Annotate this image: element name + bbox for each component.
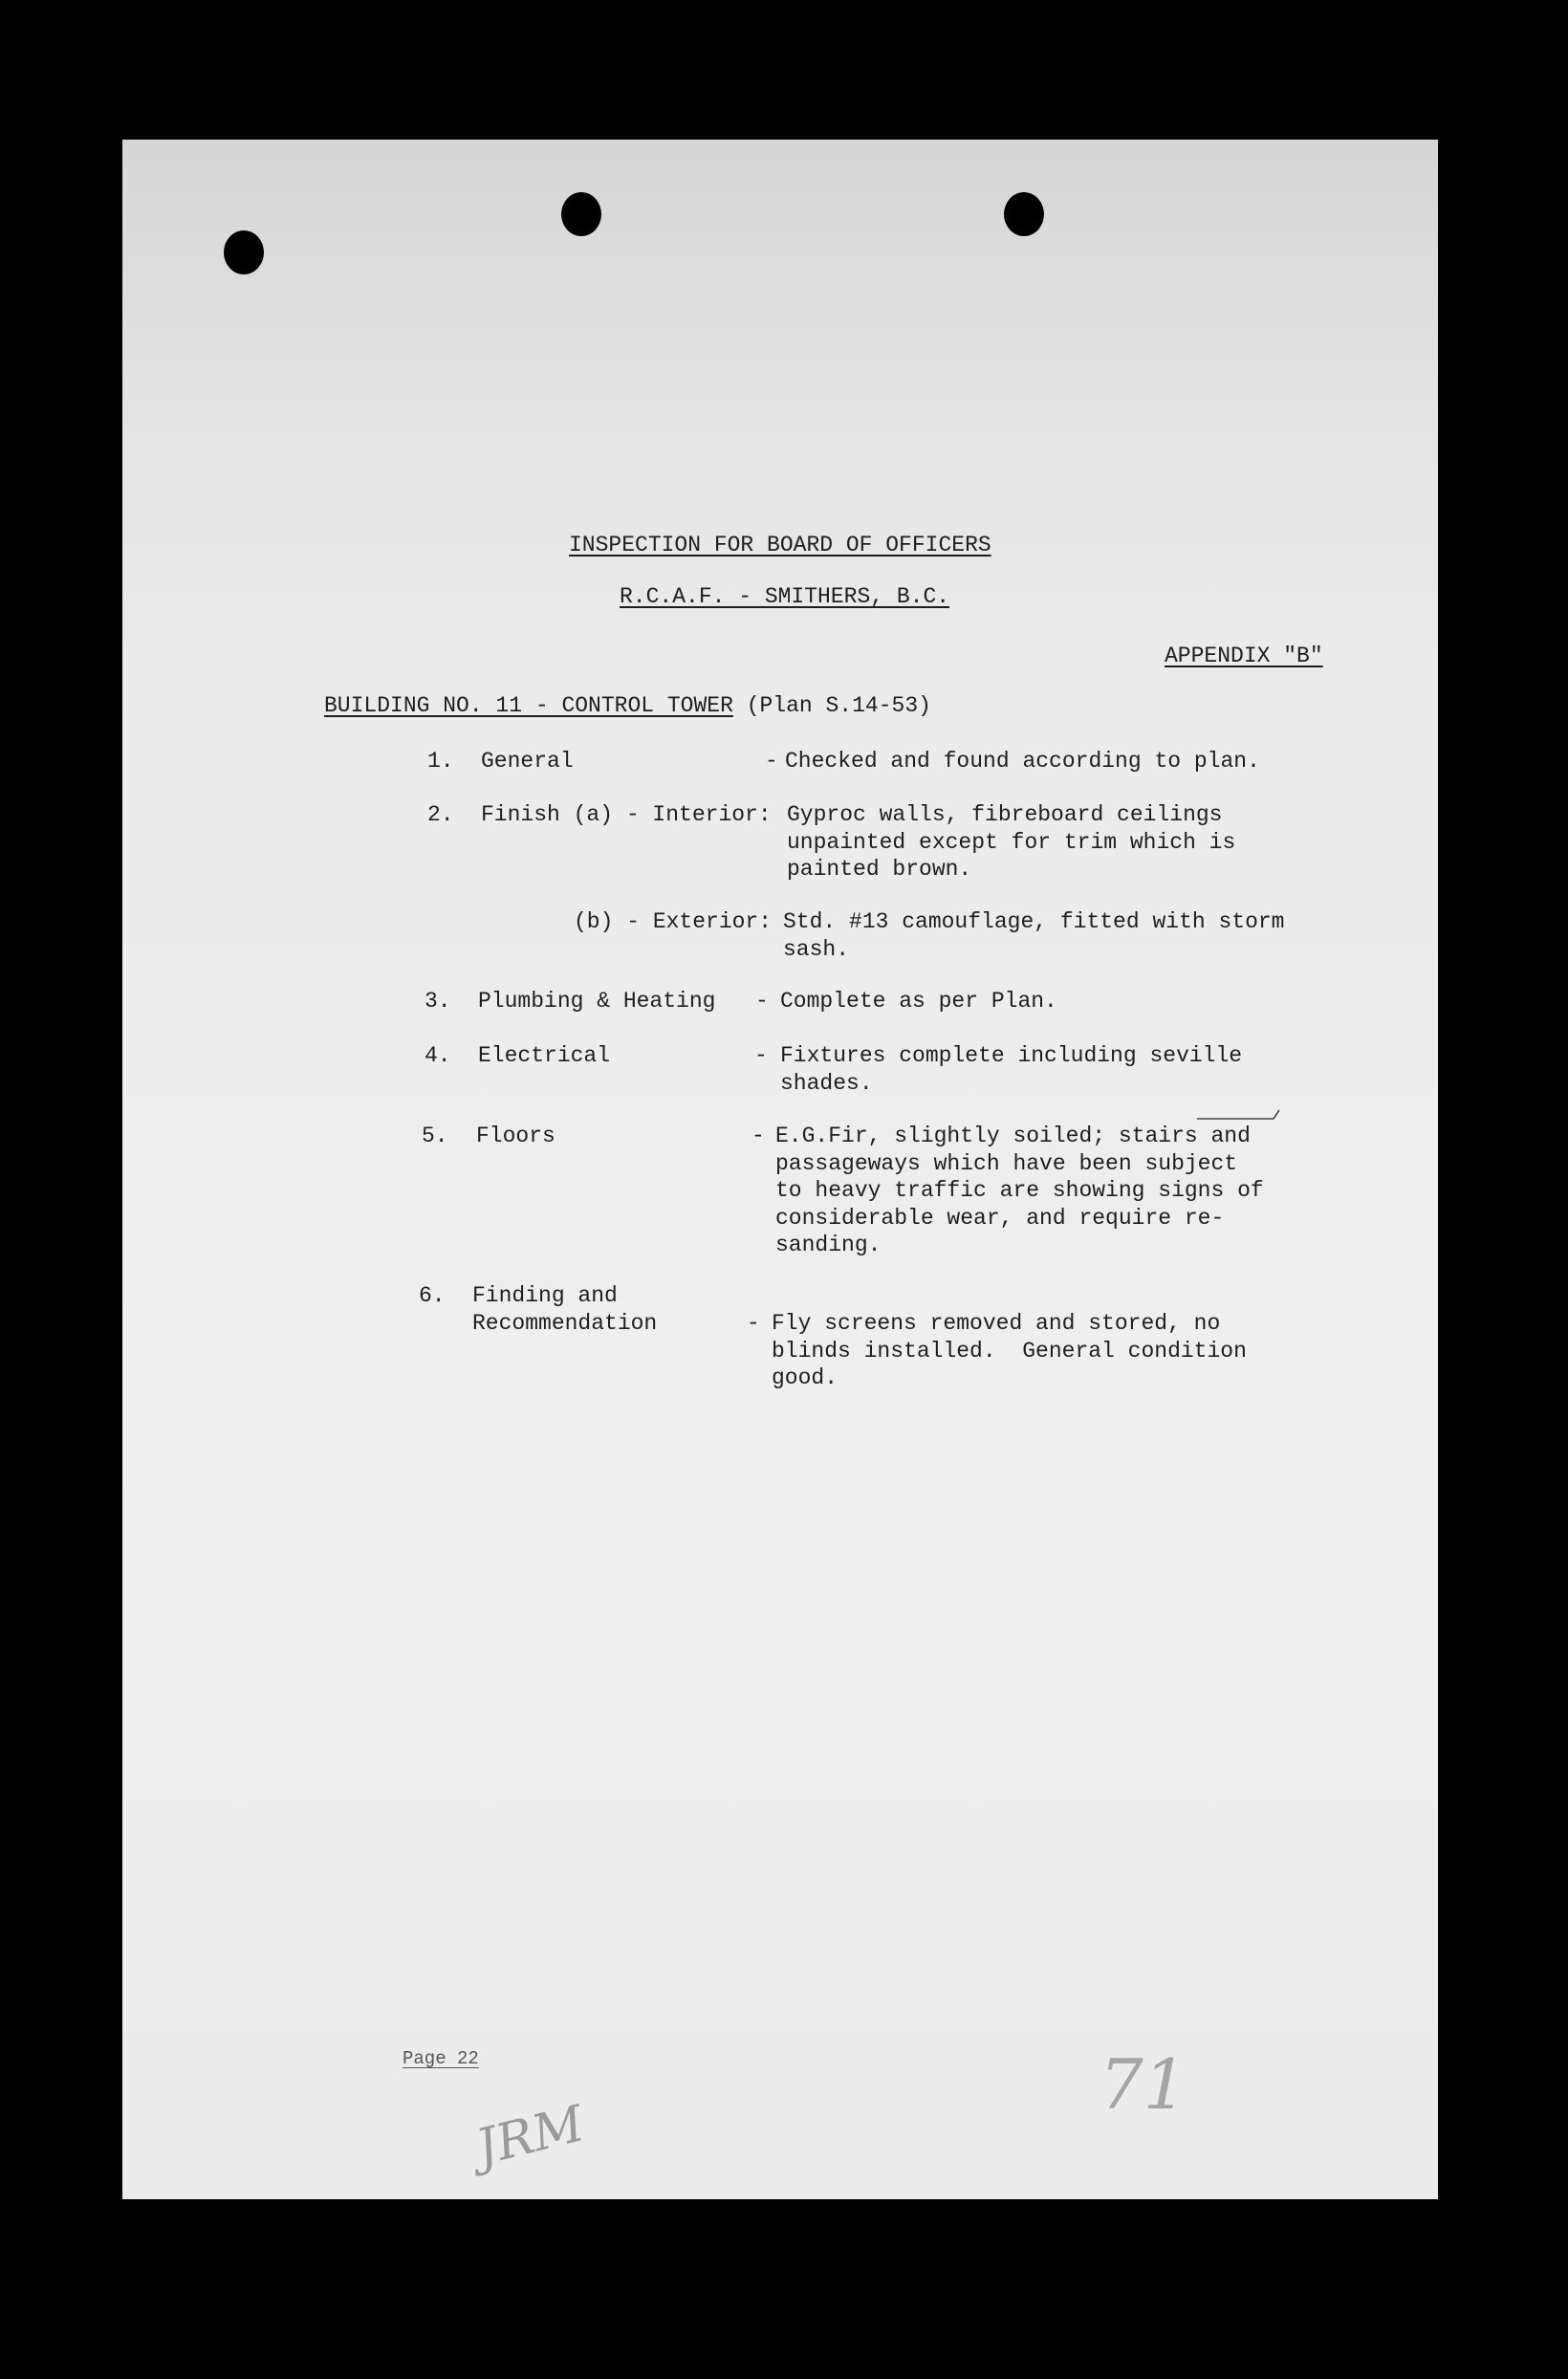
item-number: 6.: [419, 1283, 446, 1308]
item-number: 3.: [425, 989, 451, 1014]
item-text: Fixtures complete including seville shades.: [780, 1043, 1243, 1096]
item-separator: -: [751, 1124, 765, 1148]
building-heading: BUILDING NO. 11 - CONTROL TOWER: [324, 693, 733, 718]
item-separator: -: [754, 1043, 768, 1068]
item-number: 2.: [427, 802, 454, 827]
item-text: Fly screens removed and stored, no blinds installed. General condition good.: [772, 1311, 1247, 1390]
item-separator: -: [747, 1311, 760, 1336]
item-text: Std. #13 camouflage, fitted with storm sash.: [783, 909, 1285, 962]
item-number: 4.: [425, 1043, 451, 1068]
document-page: [122, 140, 1438, 2199]
item-label: Electrical: [478, 1043, 611, 1068]
item-label: Floors: [476, 1124, 555, 1148]
building-heading-line: [324, 692, 931, 720]
pencil-mark: [1195, 1107, 1281, 1123]
handwritten-initials: JRM: [470, 2095, 590, 2177]
document-title: INSPECTION FOR BOARD OF OFFICERS: [569, 533, 991, 557]
item-text: Gyproc walls, fibreboard ceilings unpainted except for trim which is painted brown.: [787, 802, 1236, 882]
handwritten-number: 71: [1100, 2044, 1187, 2125]
item-label: General: [481, 749, 574, 774]
item-label: Plumbing & Heating: [478, 989, 716, 1014]
item-label: (b) - Exterior:: [574, 909, 773, 934]
item-label: Finding and Recommendation: [472, 1283, 658, 1336]
punch-hole-left: [224, 230, 264, 274]
item-label: Finish (a) - Interior:: [481, 802, 772, 827]
page-number: Page 22: [403, 2048, 479, 2069]
item-number: 1.: [427, 749, 454, 774]
punch-hole-right: [1004, 192, 1044, 236]
document-subtitle: R.C.A.F. - SMITHERS, B.C.: [620, 584, 950, 609]
appendix-label: APPENDIX "B": [1165, 644, 1323, 668]
item-text: Complete as per Plan.: [780, 989, 1057, 1014]
item-number: 5.: [422, 1124, 448, 1148]
punch-hole-center: [561, 192, 601, 236]
item-text: E.G.Fir, slightly soiled; stairs and passageways which have been subject to heavy traffic are showing signs of considerable wear, and require re- sanding.: [775, 1124, 1264, 1257]
item-separator: -: [755, 989, 769, 1014]
item-separator: -: [765, 749, 778, 774]
item-text: Checked and found according to plan.: [785, 749, 1260, 774]
building-plan: (Plan S.14-53): [746, 693, 931, 718]
